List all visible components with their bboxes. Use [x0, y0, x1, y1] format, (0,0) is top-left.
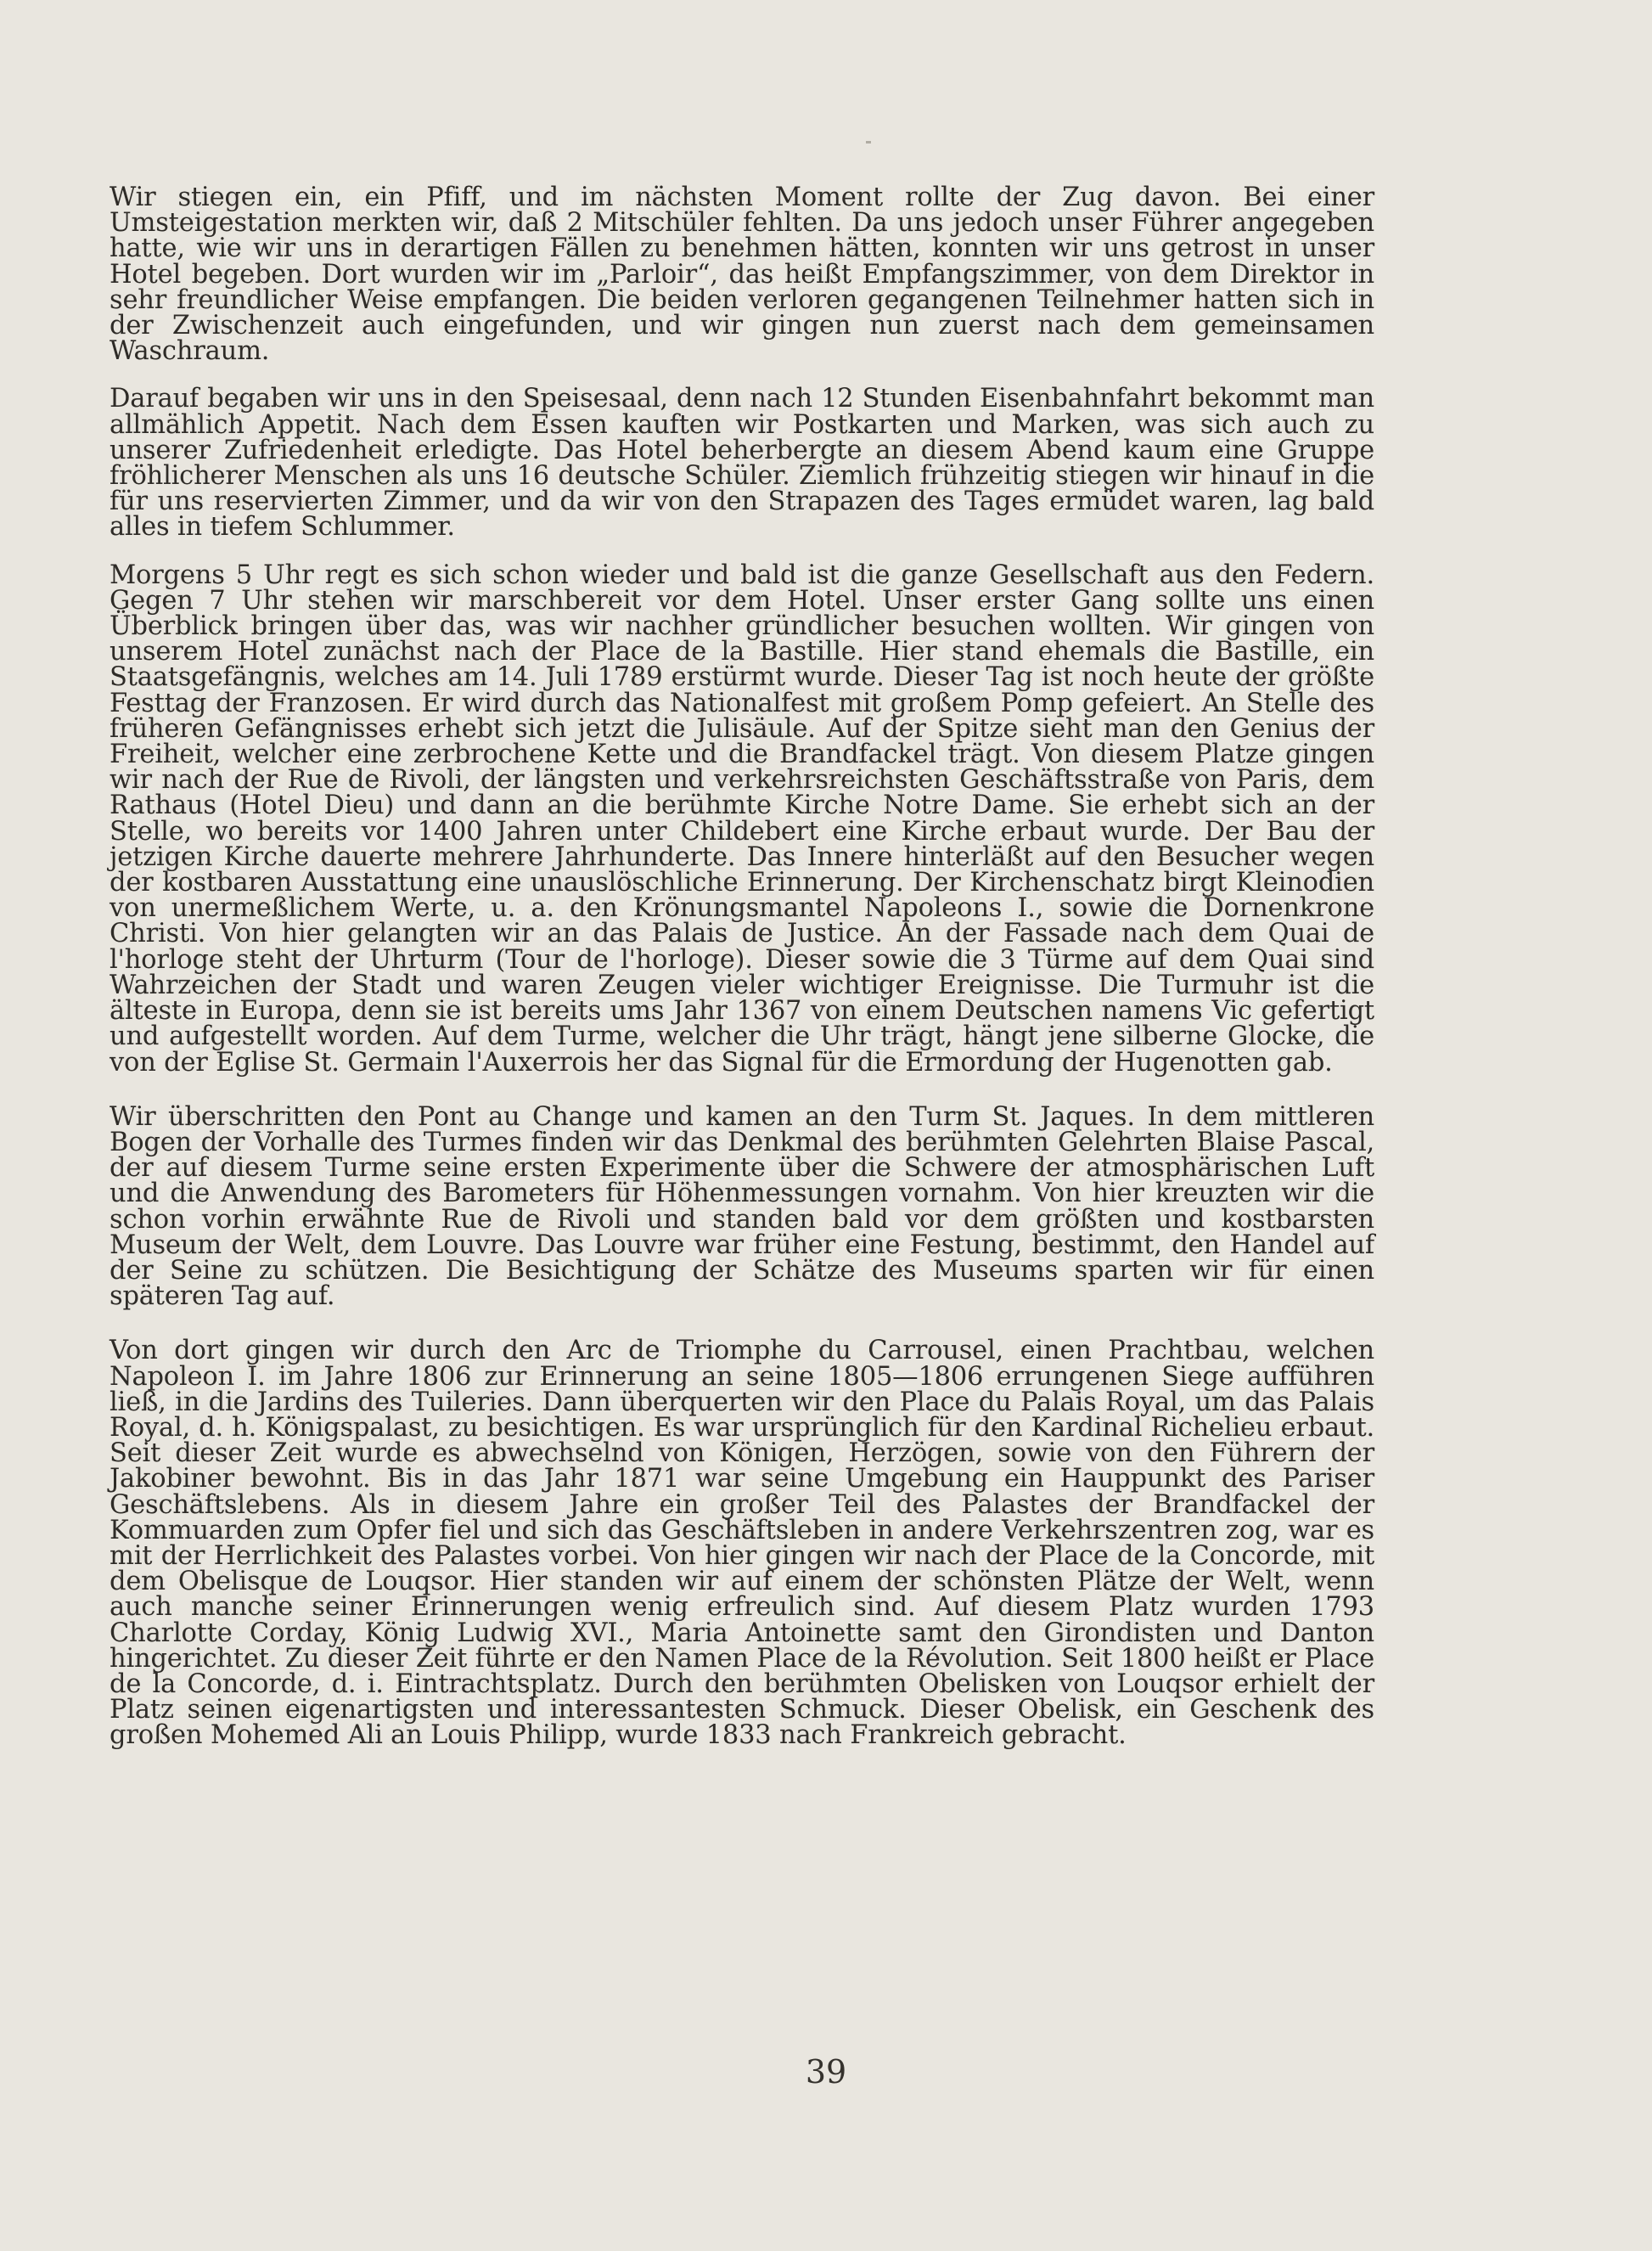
paragraph-5: Von dort gingen wir durch den Arc de Triomphe du Carrousel, einen Prachtbau, welchen Napoleon I. im Jahre 1806 zur Erinnerung an seine 1805—1806 errungenen Siege aufführen ließ, in die Jardins des Tuileries. Dann überquerten wir den Place du Palais Royal, um das Palais Royal, d. h. Königspalast, zu besichtigen. Es war ursprünglich für den Kardinal Richelieu erbaut. Seit dieser Zeit wurde es abwechselnd von Königen, Herzögen, sowie von den Führern der Jakobiner bewohnt. Bis in das Jahr 1871 war seine Umgebung ein Hauppunkt des Pariser Geschäftslebens. Als in diesem Jahre ein großer Teil des Palastes der Brandfackel der Kommuarden zum Opfer fiel und sich das Geschäftsleben in andere Verkehrszentren zog, war es mit der Herrlichkeit des Palastes vorbei. Von hier gingen wir nach der Place de la Concorde, mit dem Obelisque de Louqsor. Hier standen wir auf einem der schönsten Plätze der Welt, wenn auch manche seiner Erinnerungen wenig erfreulich sind. Auf diesem Platz wurden 1793 Charlotte Corday, König Ludwig XVI., Maria Antoinette samt den Girondisten und Danton hingerichtet. Zu dieser Zeit führte er den Namen Place de la Révolution. Seit 1800 heißt er Place de la Concorde, d. i. Eintrachtsplatz. Durch den berühmten Obelisken von Louqsor erhielt der Platz seinen eigenartigsten und interessantesten Schmuck. Dieser Obelisk, ein Geschenk des großen Mohemed Ali an Louis Philipp, wurde 1833 nach Frankreich gebracht. — [110, 1336, 1374, 1751]
ink-speck — [866, 141, 871, 144]
paragraph-1: Wir stiegen ein, ein Pfiff, und im nächsten Moment rollte der Zug davon. Bei einer Umsteigestation merkten wir, daß 2 Mitschüler fehlten. Da uns jedoch unser Führer angegeben hatte, wie wir uns in derartigen Fällen zu benehmen hätten, konnten wir uns getrost in unser Hotel begeben. Dort wurden wir im „Parloir“, das heißt Empfangszimmer, von dem Direktor in sehr freundlicher Weise empfangen. Die beiden verloren gegangenen Teilnehmer hatten sich in der Zwischenzeit auch eingefunden, und wir gingen nun zuerst nach dem gemeinsamen Waschraum. — [110, 183, 1374, 367]
page-number: 39 — [805, 2053, 847, 2091]
paragraph-2: Darauf begaben wir uns in den Speisesaal, denn nach 12 Stunden Eisenbahnfahrt bekommt man allmählich Appetit. Nach dem Essen kauften wir Postkarten und Marken, was sich auch zu unserer Zufriedenheit erledigte. Das Hotel beherbergte an diesem Abend kaum eine Gruppe fröhlicherer Menschen als uns 16 deutsche Schüler. Ziemlich frühzeitig stiegen wir hinauf in die für uns reservierten Zimmer, und da wir von den Strapazen des Tages ermüdet waren, lag bald alles in tiefem Schlummer. — [110, 384, 1374, 543]
paragraph-3: Morgens 5 Uhr regt es sich schon wieder und bald ist die ganze Gesellschaft aus den Federn. Gegen 7 Uhr stehen wir marschbereit vor dem Hotel. Unser erster Gang sollte uns einen Überblick bringen über das, was wir nachher gründlicher besuchen wollten. Wir gingen von unserem Hotel zunächst nach der Place de la Bastille. Hier stand ehemals die Bastille, ein Staatsgefängnis, welches am 14. Juli 1789 erstürmt wurde. Dieser Tag ist noch heute der größte Festtag der Franzosen. Er wird durch das Nationalfest mit großem Pomp gefeiert. An Stelle des früheren Gefängnisses erhebt sich jetzt die Julisäule. Auf der Spitze sieht man den Genius der Freiheit, welcher eine zerbrochene Kette und die Brandfackel trägt. Von diesem Platze gingen wir nach der Rue de Rivoli, der längsten und verkehrsreichsten Geschäftsstraße von Paris, dem Rathaus (Hotel Dieu) und dann an die berühmte Kirche Notre Dame. Sie erhebt sich an der Stelle, wo bereits vor 1400 Jahren unter Childebert eine Kirche erbaut wurde. Der Bau der jetzigen Kirche dauerte mehrere Jahrhunderte. Das Innere hinterläßt auf den Besucher wegen der kostbaren Ausstattung eine unauslöschliche Erinnerung. Der Kirchenschatz birgt Kleinodien von unermeßlichem Werte, u. a. den Krönungsmantel Napoleons I., sowie die Dornenkrone Christi. Von hier gelangten wir an das Palais de Justice. An der Fassade nach dem Quai de l'horloge steht der Uhrturm (Tour de l'horloge). Dieser sowie die 3 Türme auf dem Quai sind Wahrzeichen der Stadt und waren Zeugen vieler wichtiger Ereignisse. Die Turmuhr ist die älteste in Europa, denn sie ist bereits ums Jahr 1367 von einem Deutschen namens Vic gefertigt und aufgestellt worden. Auf dem Turme, welcher die Uhr trägt, hängt jene silberne Glocke, die von der Eglise St. Germain l'Auxerrois her das Signal für die Ermordung der Hugenotten gab. — [110, 560, 1374, 1078]
paragraph-4: Wir überschritten den Pont au Change und kamen an den Turm St. Jaques. In dem mittleren Bogen der Vorhalle des Turmes finden wir das Denkmal des berühmten Gelehrten Blaise Pascal, der auf diesem Turme seine ersten Experimente über die Schwere der atmosphärischen Luft und die Anwendung des Barometers für Höhenmessungen vornahm. Von hier kreuzten wir die schon vorhin erwähnte Rue de Rivoli und standen bald vor dem größten und kostbarsten Museum der Welt, dem Louvre. Das Louvre war früher eine Festung, bestimmt, den Handel auf der Seine zu schützen. Die Besichtigung der Schätze des Museums sparten wir für einen späteren Tag auf. — [110, 1101, 1374, 1312]
body-text — [110, 185, 1374, 1749]
